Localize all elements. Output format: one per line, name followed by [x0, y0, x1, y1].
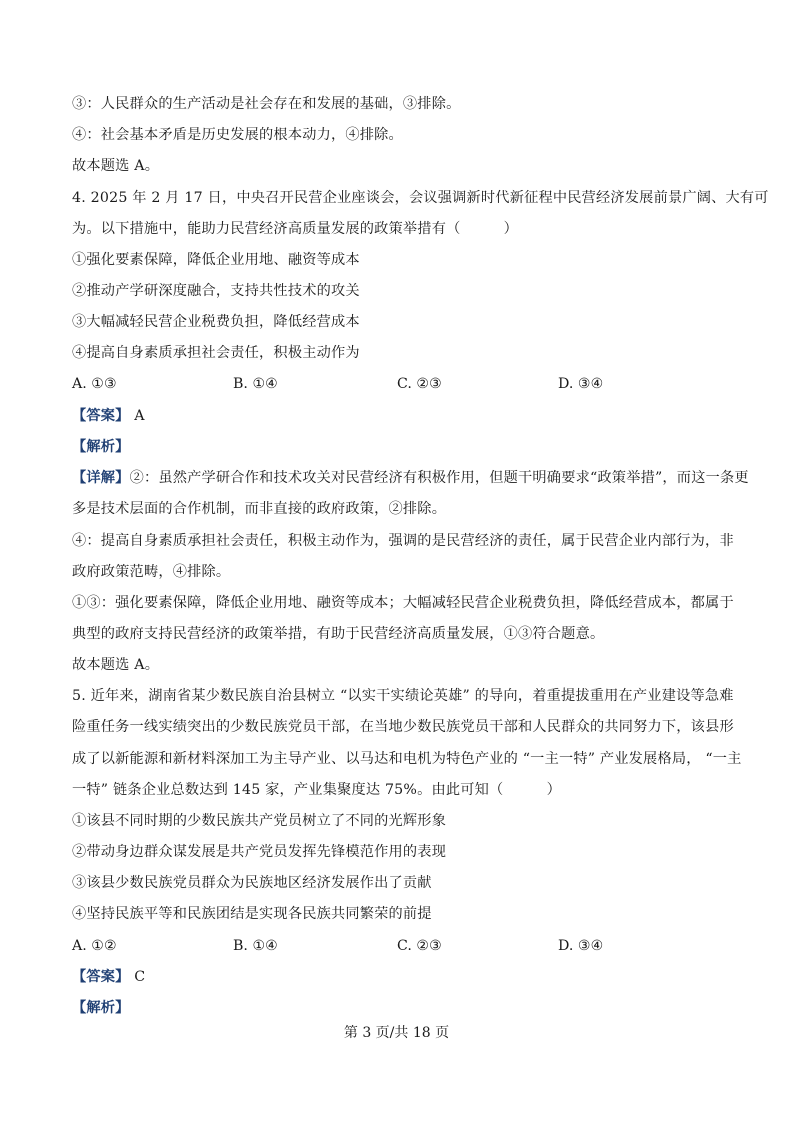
conclusion-line: 故本题选 A。 — [72, 657, 160, 673]
detail-line: 政府政策范畴，④排除。 — [72, 564, 231, 580]
detail-line: 多是技术层面的合作机制，而非直接的政府政策，②排除。 — [72, 501, 447, 517]
question-5-option: ①该县不同时期的少数民族共产党员树立了不同的光辉形象 — [72, 813, 447, 829]
answer-value: A — [134, 408, 145, 424]
question-5-stem: 5. 近年来，湖南省某少数民族自治县树立 “以实干实绩论英雄” 的导向，着重提拔重用在产业建设等急难 — [72, 688, 734, 704]
text-line: ④：社会基本矛盾是历史发展的根本动力，④排除。 — [72, 127, 403, 143]
text-line: 故本题选 A。 — [72, 158, 160, 174]
question-5-option: ②带动身边群众谋发展是共产党员发挥先锋模范作用的表现 — [72, 844, 447, 860]
detail-line: 典型的政府支持民营经济的政策举措，有助于民营经济高质量发展，①③符合题意。 — [72, 626, 605, 642]
answer-tag: 【答案】 — [72, 408, 130, 424]
answer-line — [72, 967, 145, 987]
question-5-stem: 险重任务一线实绩突出的少数民族党员干部，在当地少数民族党员干部和人民群众的共同努力下，该县形 — [72, 719, 734, 735]
question-5-stem: 一特” 链条企业总数达到 145 家，产业集聚度达 75%。由此可知（ ） — [72, 782, 561, 798]
question-5-stem: 成了以新能源和新材料深加工为主导产业、以马达和电机为特色产业的 “一主一特” 产业发展格局， “一主 — [72, 751, 742, 767]
choice-c: C. ②③ — [397, 376, 442, 392]
choice-a: A. ①② — [72, 938, 117, 954]
analysis-line — [72, 437, 130, 457]
question-4-option: ②推动产学研深度融合，支持共性技术的攻关 — [72, 283, 360, 299]
detail-line: ④：提高自身素质承担社会责任，积极主动作为，强调的是民营经济的责任，属于民营企业内部行为，非 — [72, 533, 734, 549]
detail-line: ①③：强化要素保障，降低企业用地、融资等成本；大幅减轻民营企业税费负担，降低经营成本，都属于 — [72, 595, 734, 611]
question-4-stem: 4. 2025 年 2 月 17 日，中央召开民营企业座谈会，会议强调新时代新征程中民营经济发展前景广阔、大有可 — [72, 190, 769, 206]
choice-c: C. ②③ — [397, 938, 442, 954]
choice-b: B. ①④ — [233, 938, 278, 954]
analysis-line — [72, 998, 130, 1018]
detail-line — [72, 468, 749, 488]
question-4-option: ③大幅减轻民营企业税费负担，降低经营成本 — [72, 314, 360, 330]
choice-b: B. ①④ — [233, 376, 278, 392]
question-4-option: ①强化要素保障，降低企业用地、融资等成本 — [72, 252, 360, 268]
detail-tag: 【详解】 — [72, 470, 130, 486]
question-5-option: ③该县少数民族党员群众为民族地区经济发展作出了贡献 — [72, 875, 432, 891]
analysis-tag: 【解析】 — [72, 1000, 130, 1016]
answer-line — [72, 406, 145, 426]
analysis-tag: 【解析】 — [72, 439, 130, 455]
answer-value: C — [134, 969, 146, 985]
choice-d: D. ③④ — [558, 376, 604, 392]
question-5-choices — [72, 936, 722, 956]
detail-text: ②：虽然产学研合作和技术攻关对民营经济有积极作用，但题干明确要求“政策举措”，而这一条更 — [129, 470, 749, 486]
question-4-choices — [72, 374, 722, 394]
choice-d: D. ③④ — [558, 938, 604, 954]
answer-tag: 【答案】 — [72, 969, 130, 985]
question-5-option: ④坚持民族平等和民族团结是实现各民族共同繁荣的前提 — [72, 906, 432, 922]
text-line: ③：人民群众的生产活动是社会存在和发展的基础，③排除。 — [72, 96, 461, 112]
question-4-stem: 为。以下措施中，能助力民营经济高质量发展的政策举措有（ ） — [72, 221, 519, 237]
page-number-footer: 第 3 页/共 18 页 — [343, 1025, 450, 1041]
question-4-option: ④提高自身素质承担社会责任，积极主动作为 — [72, 345, 360, 361]
choice-a: A. ①③ — [72, 376, 117, 392]
